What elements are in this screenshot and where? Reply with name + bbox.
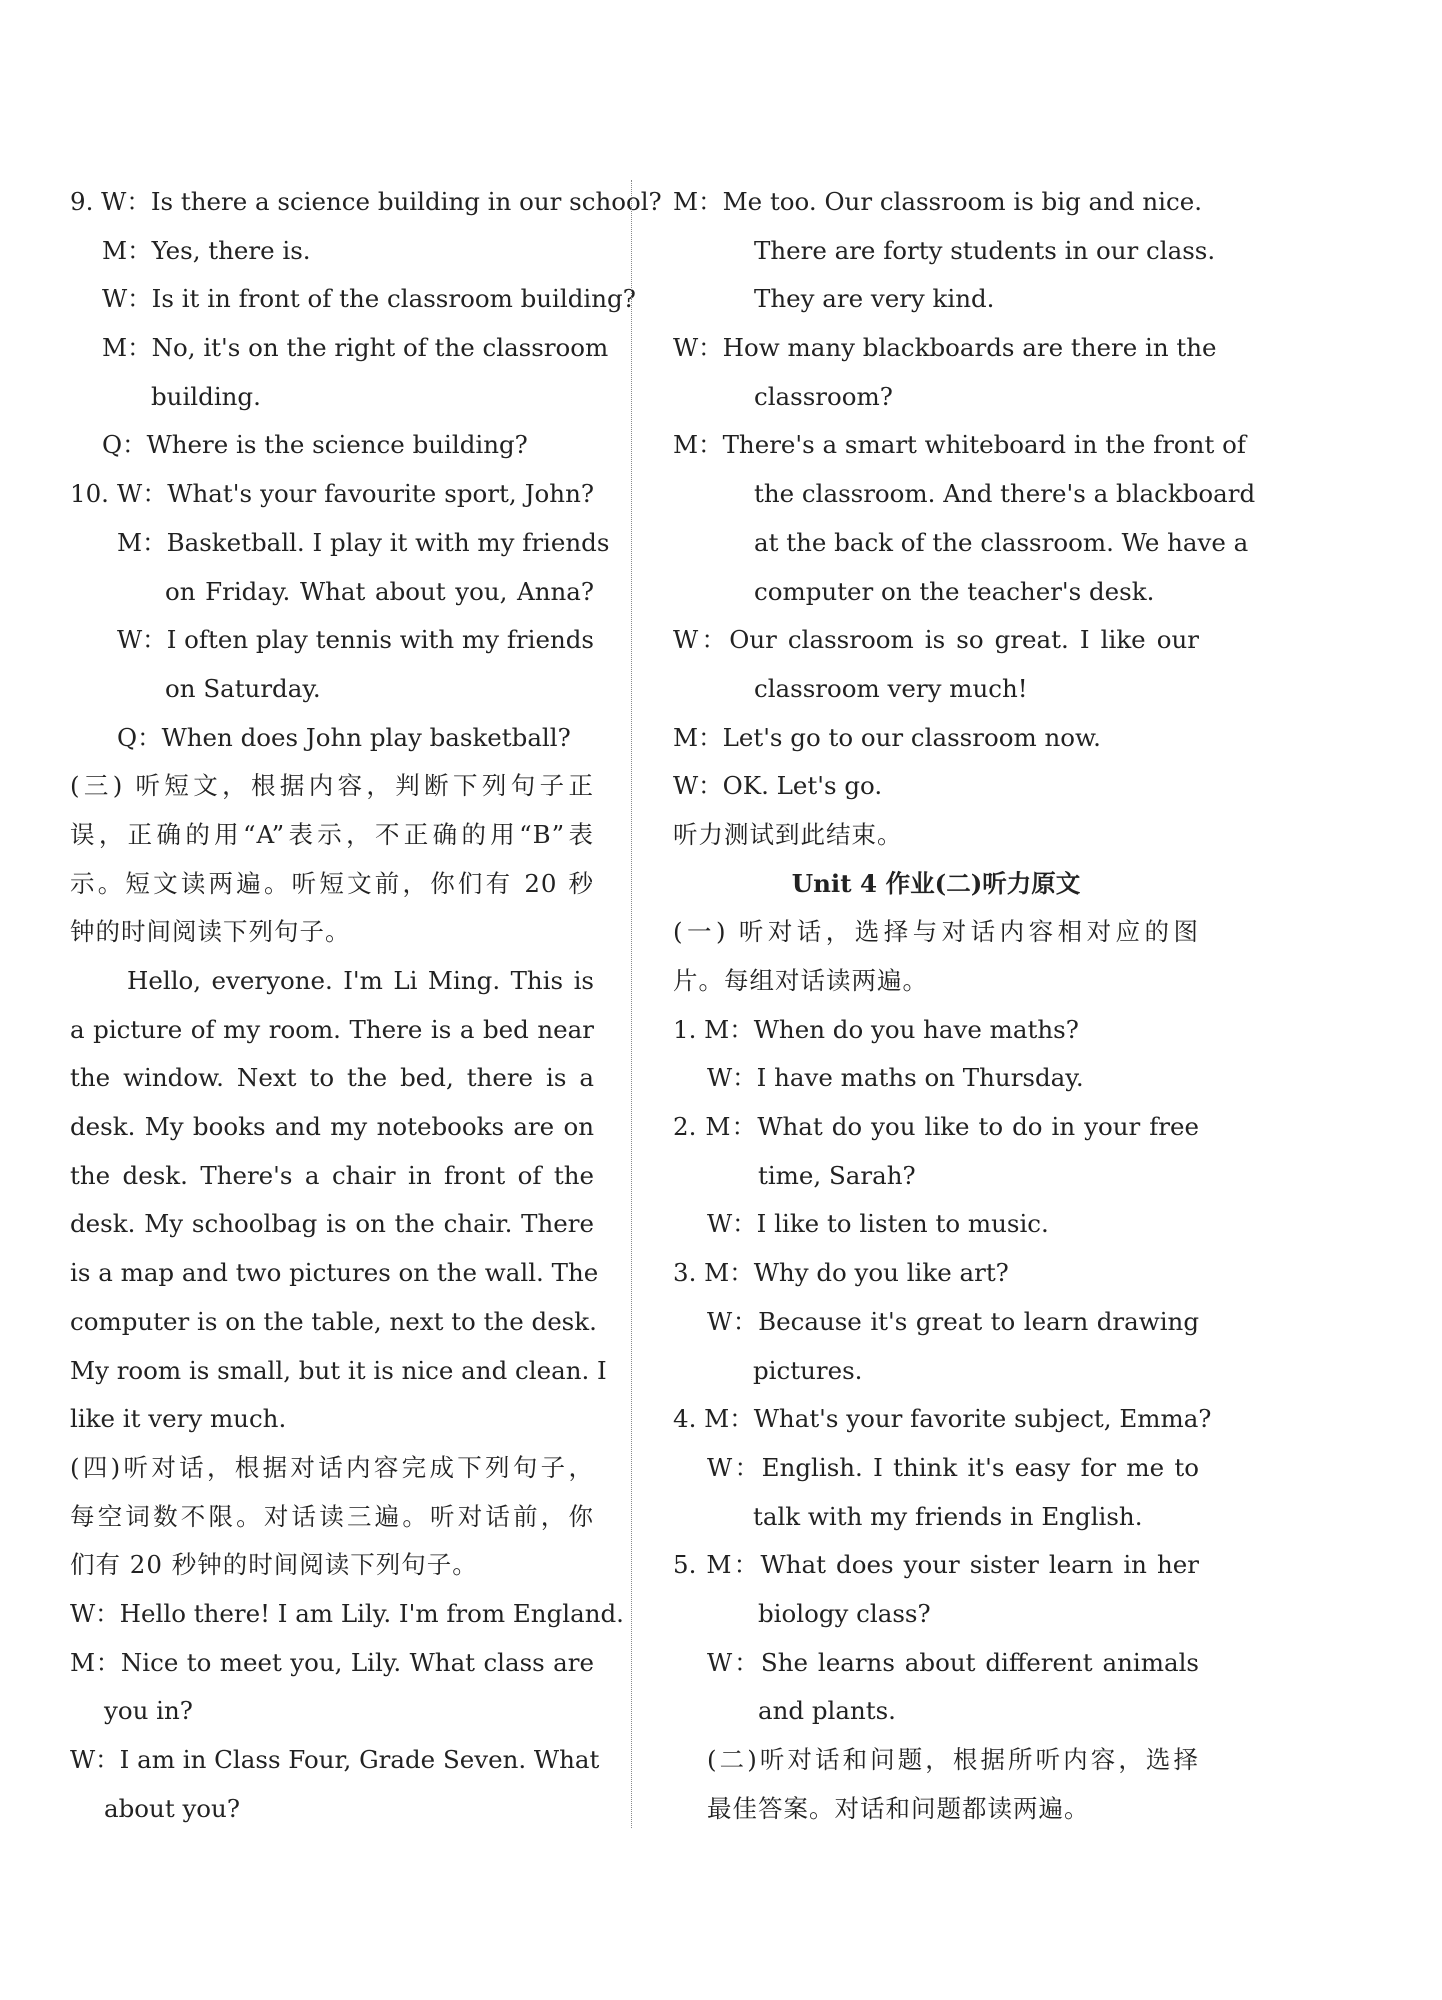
text-line: pictures. xyxy=(753,1355,863,1385)
text-line: classroom very much! xyxy=(754,673,1028,703)
text-line: Q：When does John play basketball? xyxy=(117,722,571,752)
right-column xyxy=(673,178,1256,1833)
text-line: 最佳答案。对话和问题都读两遍。 xyxy=(707,1793,1090,1823)
text-line: about you? xyxy=(104,1793,240,1823)
text-line: W：Our classroom is so great. I like our xyxy=(673,625,1199,655)
text-line: M：Nice to meet you, Lily. What class are xyxy=(70,1647,594,1677)
text-line: W：OK. Let's go. xyxy=(673,771,883,801)
text-line: 1. M：When do you have maths? xyxy=(673,1014,1079,1044)
text-line: you in? xyxy=(104,1696,193,1726)
text-line: 3. M：Why do you like art? xyxy=(673,1258,1009,1288)
text-line: (三) 听短文，根据内容，判断下列句子正 xyxy=(70,771,594,801)
text-line: classroom? xyxy=(754,381,893,411)
text-line: time, Sarah? xyxy=(758,1160,916,1190)
text-line: the classroom. And there's a blackboard xyxy=(754,479,1256,509)
text-line: the window. Next to the bed, there is a xyxy=(70,1063,594,1093)
left-column xyxy=(70,178,662,1833)
text-line: W：I have maths on Thursday. xyxy=(707,1063,1084,1093)
text-line: W：I often play tennis with my friends xyxy=(117,625,594,655)
text-line: 每空词数不限。对话读三遍。听对话前，你 xyxy=(70,1501,594,1531)
text-line: and plants. xyxy=(758,1696,896,1726)
text-line: a picture of my room. There is a bed near xyxy=(70,1014,594,1044)
text-line: They are very kind. xyxy=(754,284,995,314)
text-line: M：There's a smart whiteboard in the front of xyxy=(673,430,1246,460)
text-line: (一) 听对话，选择与对话内容相对应的图 xyxy=(673,917,1199,947)
text-line: desk. My schoolbag is on the chair. There xyxy=(70,1209,594,1239)
text-line: There are forty students in our class. xyxy=(754,235,1216,265)
text-line: 9. W：Is there a science building in our school? xyxy=(70,187,662,216)
text-line: biology class? xyxy=(758,1598,931,1628)
text-line: (二)听对话和问题，根据所听内容，选择 xyxy=(707,1745,1199,1774)
column-divider xyxy=(631,180,632,1828)
text-line: M：Let's go to our classroom now. xyxy=(673,722,1101,752)
text-line: W：Hello there! I am Lily. I'm from England. xyxy=(70,1598,624,1628)
text-line: talk with my friends in English. xyxy=(753,1501,1143,1531)
text-line: M：No, it's on the right of the classroom xyxy=(102,333,609,363)
text-line: 示。短文读两遍。听短文前，你们有 20 秒 xyxy=(70,868,594,898)
text-line: on Saturday. xyxy=(165,673,321,703)
text-line: computer on the teacher's desk. xyxy=(754,576,1155,606)
text-line: W：I like to listen to music. xyxy=(707,1209,1049,1239)
text-line: 4. M：What's your favorite subject, Emma? xyxy=(673,1404,1212,1434)
text-line: 们有 20 秒钟的时间阅读下列句子。 xyxy=(70,1550,478,1580)
text-line: M：Me too. Our classroom is big and nice. xyxy=(673,187,1203,216)
text-line: Q：Where is the science building? xyxy=(102,430,528,460)
text-line: 5. M：What does your sister learn in her xyxy=(673,1550,1199,1580)
text-line: W：She learns about different animals xyxy=(707,1647,1199,1677)
text-line: M：Yes, there is. xyxy=(102,235,311,265)
text-line: like it very much. xyxy=(70,1404,287,1434)
text-line: building. xyxy=(151,381,261,411)
text-line: W：I am in Class Four, Grade Seven. What xyxy=(70,1745,600,1774)
text-line: desk. My books and my notebooks are on xyxy=(70,1112,594,1142)
text-line: W：Because it's great to learn drawing xyxy=(707,1306,1199,1336)
text-line: is a map and two pictures on the wall. The xyxy=(70,1258,599,1288)
text-line: Hello, everyone. I'm Li Ming. This is xyxy=(127,966,594,995)
text-line: at the back of the classroom. We have a xyxy=(754,527,1249,557)
text-line: M：Basketball. I play it with my friends xyxy=(117,527,610,557)
text-line: 2. M：What do you like to do in your free xyxy=(673,1112,1199,1142)
text-line: My room is small, but it is nice and clean. I xyxy=(70,1355,607,1385)
text-line: the desk. There's a chair in front of the xyxy=(70,1160,594,1190)
text-line: W：Is it in front of the classroom building? xyxy=(102,284,636,314)
text-line: computer is on the table, next to the desk. xyxy=(70,1306,597,1336)
text-line: 听力测试到此结束。 xyxy=(673,819,903,849)
text-line: 误，正确的用“A”表示，不正确的用“B”表 xyxy=(70,819,594,849)
text-line: (四)听对话，根据对话内容完成下列句子， xyxy=(70,1452,594,1482)
text-line: on Friday. What about you, Anna? xyxy=(165,576,594,606)
text-line: W：English. I think it's easy for me to xyxy=(707,1452,1199,1482)
section-heading: Unit 4 作业(二)听力原文 xyxy=(791,868,1081,898)
text-line: 钟的时间阅读下列句子。 xyxy=(70,917,351,947)
text-line: 片。每组对话读两遍。 xyxy=(673,966,928,995)
text-line: W：How many blackboards are there in the xyxy=(673,333,1217,363)
text-line: 10. W：What's your favourite sport, John? xyxy=(70,479,594,509)
